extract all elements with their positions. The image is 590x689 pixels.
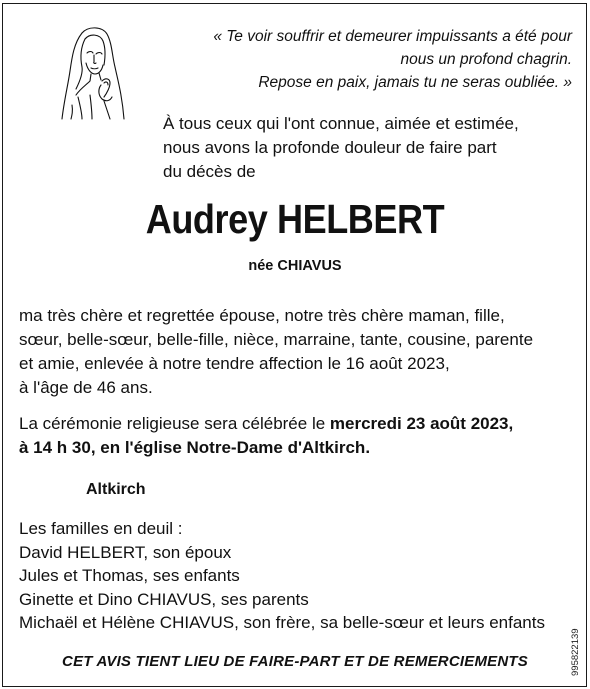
reference-number: 995822139: [570, 628, 581, 676]
ceremony-line-1: [19, 412, 579, 436]
ceremony-prefix: La cérémonie religieuse sera célébrée le: [19, 414, 330, 433]
ceremony-line-2: [19, 436, 579, 460]
reference-container: [568, 600, 584, 680]
family-member: Ginette et Dino CHIAVUS, ses parents: [19, 589, 309, 609]
description-line: et amie, enlevée à notre tendre affection le 16 août 2023,: [19, 354, 450, 373]
quote-line: Repose en paix, jamais tu ne seras oubliée. »: [258, 74, 572, 91]
intro-line: du décès de: [163, 162, 256, 181]
deceased-name: Audrey HELBERT: [145, 196, 445, 242]
ceremony-time-place: à 14 h 30, en l'église Notre-Dame d'Altkirch.: [19, 438, 371, 457]
family-member: Jules et Thomas, ses enfants: [19, 566, 240, 585]
town-name: Altkirch: [86, 481, 146, 498]
ceremony-date: mercredi 23 août 2023,: [329, 414, 514, 433]
praying-madonna-illustration: [60, 25, 126, 121]
maiden-name: née CHIAVUS: [248, 258, 342, 274]
description-line: sœur, belle-sœur, belle-fille, nièce, marraine, tante, cousine, parente: [19, 330, 534, 349]
family-member: David HELBERT, son époux: [19, 542, 232, 562]
families-heading: Les familles en deuil :: [19, 519, 183, 538]
footer-notice: CET AVIS TIENT LIEU DE FAIRE-PART ET DE REMERCIEMENTS: [62, 653, 528, 670]
quote-line: « Te voir souffrir et demeurer impuissants a été pour: [213, 28, 572, 45]
description-line: à l'âge de 46 ans.: [19, 378, 153, 397]
quote-line: nous un profond chagrin.: [400, 51, 572, 68]
memorial-quote: [152, 25, 572, 94]
intro-line: À tous ceux qui l'ont connue, aimée et estimée,: [163, 114, 519, 133]
intro-line: nous avons la profonde douleur de faire part: [163, 138, 497, 157]
description-line: ma très chère et regrettée épouse, notre très chère maman, fille,: [19, 306, 505, 325]
mourning-families: [19, 517, 579, 635]
family-member: Michaël et Hélène CHIAVUS, son frère, sa belle-sœur et leurs enfants: [19, 613, 545, 632]
announcement-intro: [163, 112, 573, 184]
relationship-description: [19, 304, 579, 400]
ceremony-info: [19, 412, 579, 460]
